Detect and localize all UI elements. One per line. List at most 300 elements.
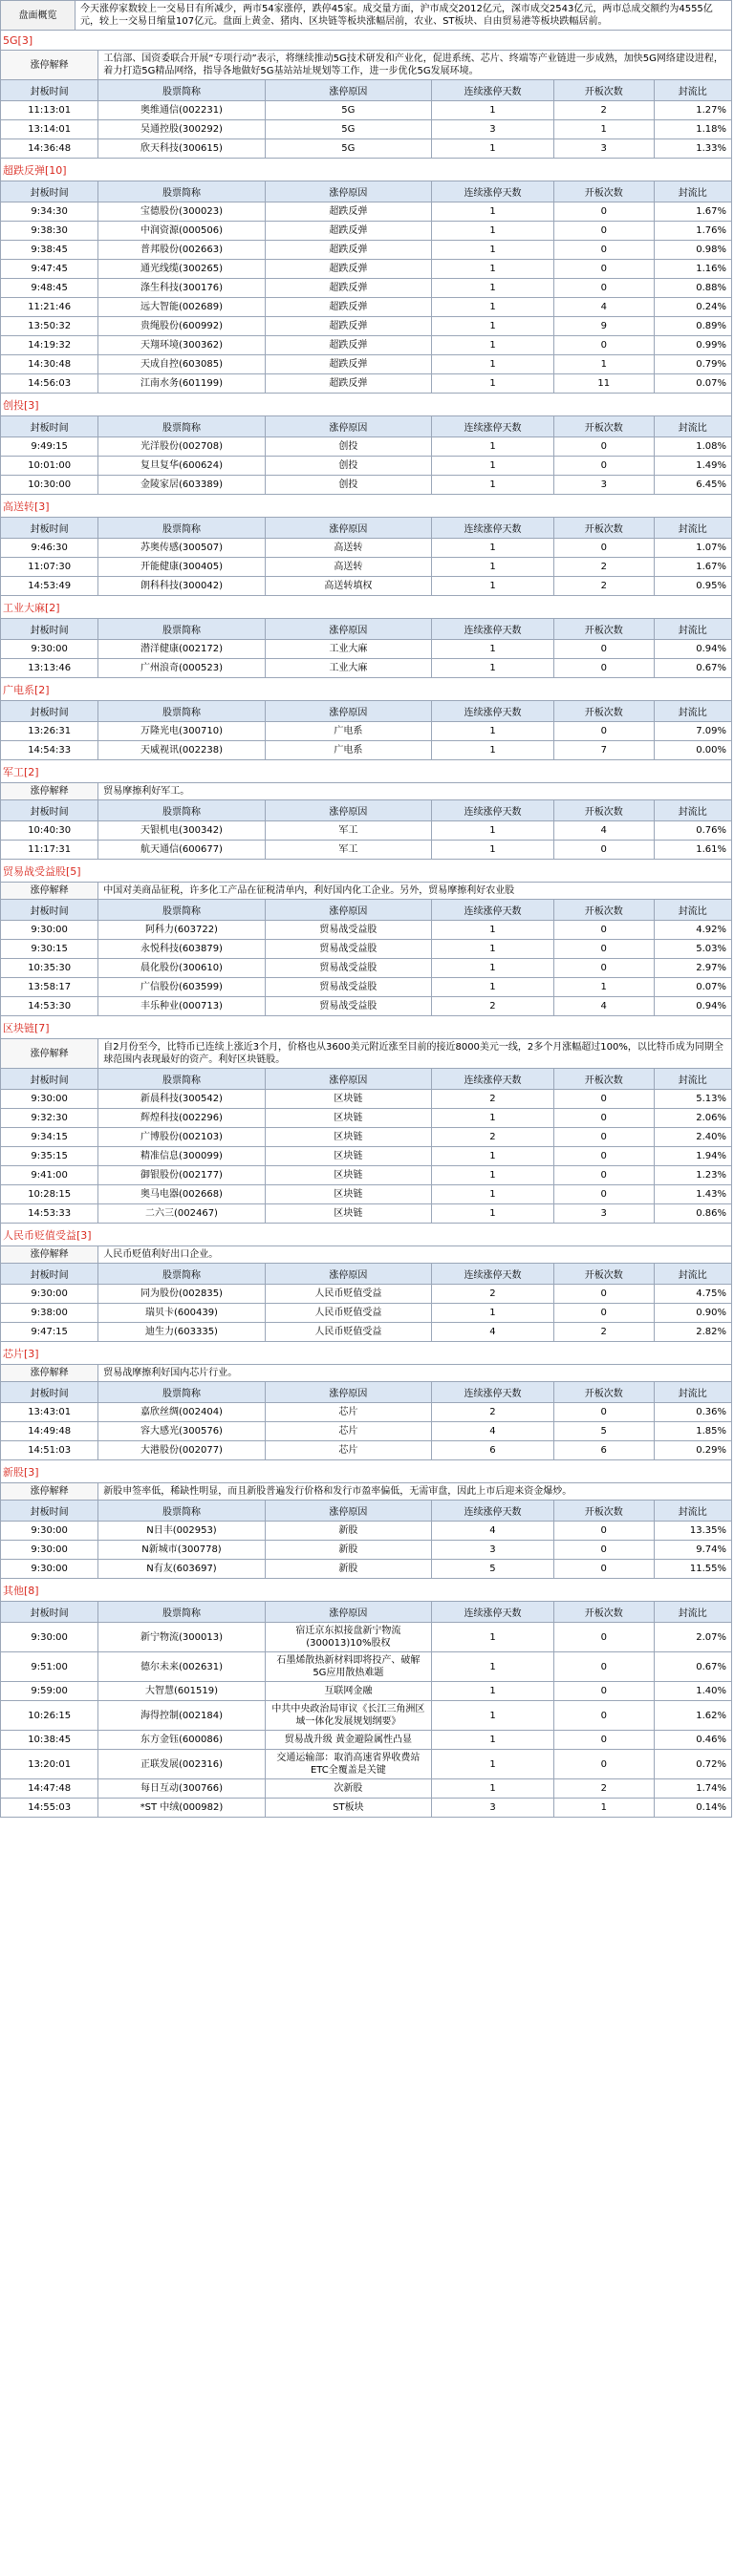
table-row [1, 722, 732, 741]
header-row [1, 518, 732, 539]
cell-name: 天威视讯(002238) [98, 741, 265, 760]
cell-name: 朗科科技(300042) [98, 577, 265, 596]
table-row [1, 1652, 732, 1682]
cell-days: 1 [432, 202, 554, 222]
cell-reason: 次新股 [265, 1779, 431, 1799]
cell-days: 1 [432, 1701, 554, 1731]
cell-opens: 9 [553, 317, 654, 336]
table-row [1, 1147, 732, 1166]
cell-days: 2 [432, 1403, 554, 1422]
table-row [1, 260, 732, 279]
cell-name: 迪生力(603335) [98, 1323, 265, 1342]
table-row [1, 1422, 732, 1441]
header-row [1, 1382, 732, 1403]
cell-reason: 区块链 [265, 1204, 431, 1224]
column-header-reason: 涨停原因 [265, 1602, 431, 1623]
cell-reason: 新股 [265, 1560, 431, 1579]
cell-ratio: 0.94% [654, 640, 731, 659]
cell-time: 14:53:33 [1, 1204, 98, 1224]
cell-ratio: 1.07% [654, 539, 731, 558]
cell-ratio: 1.49% [654, 457, 731, 476]
section-title: 区块链[7] [0, 1016, 732, 1038]
table-row [1, 1731, 732, 1750]
column-header-opens: 开板次数 [553, 181, 654, 202]
cell-opens: 0 [553, 1285, 654, 1304]
cell-ratio: 0.29% [654, 1441, 731, 1460]
table-row [1, 1779, 732, 1799]
cell-opens: 0 [553, 1522, 654, 1541]
cell-days: 1 [432, 260, 554, 279]
cell-time: 14:53:49 [1, 577, 98, 596]
cell-reason: 创投 [265, 437, 431, 457]
column-header-time: 封板时间 [1, 619, 98, 640]
cell-reason: 超跌反弹 [265, 317, 431, 336]
cell-reason: 芯片 [265, 1403, 431, 1422]
table-row [1, 120, 732, 139]
header-row [1, 701, 732, 722]
cell-days: 1 [432, 1652, 554, 1682]
column-header-name: 股票简称 [98, 1501, 265, 1522]
cell-opens: 0 [553, 1403, 654, 1422]
cell-time: 14:56:03 [1, 374, 98, 394]
table-row [1, 222, 732, 241]
cell-name: 天成自控(603085) [98, 355, 265, 374]
cell-opens: 0 [553, 437, 654, 457]
table-row [1, 997, 732, 1016]
cell-reason: 创投 [265, 457, 431, 476]
cell-ratio: 1.43% [654, 1185, 731, 1204]
column-header-reason: 涨停原因 [265, 900, 431, 921]
column-header-reason: 涨停原因 [265, 518, 431, 539]
cell-opens: 0 [553, 659, 654, 678]
cell-time: 9:48:45 [1, 279, 98, 298]
section-title: 其他[8] [0, 1579, 732, 1601]
column-header-time: 封板时间 [1, 701, 98, 722]
table-row [1, 1441, 732, 1460]
cell-reason: 军工 [265, 821, 431, 841]
cell-time: 9:32:30 [1, 1109, 98, 1128]
cell-reason: 工业大麻 [265, 659, 431, 678]
cell-time: 9:30:00 [1, 1541, 98, 1560]
cell-ratio: 0.07% [654, 374, 731, 394]
cell-name: 德尔未来(002631) [98, 1652, 265, 1682]
cell-time: 9:30:00 [1, 921, 98, 940]
cell-reason: 超跌反弹 [265, 241, 431, 260]
cell-name: 光洋股份(002708) [98, 437, 265, 457]
cell-days: 5 [432, 1560, 554, 1579]
cell-name: 大港股份(002077) [98, 1441, 265, 1460]
header-row [1, 900, 732, 921]
cell-opens: 0 [553, 921, 654, 940]
cell-opens: 0 [553, 1147, 654, 1166]
explain-row [1, 783, 732, 800]
cell-time: 11:21:46 [1, 298, 98, 317]
cell-ratio: 1.76% [654, 222, 731, 241]
cell-ratio: 0.90% [654, 1304, 731, 1323]
cell-reason: 区块链 [265, 1109, 431, 1128]
cell-opens: 1 [553, 1799, 654, 1818]
table-row [1, 1109, 732, 1128]
cell-reason: 超跌反弹 [265, 260, 431, 279]
cell-time: 9:30:00 [1, 1522, 98, 1541]
cell-opens: 4 [553, 298, 654, 317]
cell-reason: 贸易战受益股 [265, 921, 431, 940]
column-header-time: 封板时间 [1, 1382, 98, 1403]
cell-opens: 0 [553, 959, 654, 978]
table-row [1, 577, 732, 596]
cell-name: 宝德股份(300023) [98, 202, 265, 222]
explain-label: 涨停解释 [1, 1246, 98, 1264]
cell-days: 1 [432, 437, 554, 457]
cell-ratio: 0.86% [654, 1204, 731, 1224]
cell-opens: 2 [553, 558, 654, 577]
column-header-time: 封板时间 [1, 1501, 98, 1522]
cell-ratio: 11.55% [654, 1560, 731, 1579]
cell-time: 11:07:30 [1, 558, 98, 577]
cell-ratio: 0.99% [654, 336, 731, 355]
section-table [0, 1364, 732, 1460]
section-title: 军工[2] [0, 760, 732, 782]
cell-name: 御银股份(002177) [98, 1166, 265, 1185]
cell-opens: 1 [553, 120, 654, 139]
cell-opens: 0 [553, 1701, 654, 1731]
cell-name: 同为股份(002835) [98, 1285, 265, 1304]
cell-reason: 中共中央政治局审议《长江三角洲区域一体化发展规划纲要》 [265, 1701, 431, 1731]
cell-ratio: 1.62% [654, 1701, 731, 1731]
explain-row [1, 1039, 732, 1069]
section-table [0, 1482, 732, 1579]
cell-reason: 贸易战受益股 [265, 940, 431, 959]
cell-opens: 1 [553, 978, 654, 997]
column-header-days: 连续涨停天数 [432, 619, 554, 640]
table-row [1, 1750, 732, 1779]
cell-time: 14:54:33 [1, 741, 98, 760]
cell-ratio: 0.67% [654, 659, 731, 678]
table-row [1, 659, 732, 678]
column-header-ratio: 封流比 [654, 518, 731, 539]
table-row [1, 921, 732, 940]
explain-row [1, 1246, 732, 1264]
cell-days: 1 [432, 241, 554, 260]
column-header-days: 连续涨停天数 [432, 518, 554, 539]
cell-ratio: 2.82% [654, 1323, 731, 1342]
overview-text: 今天涨停家数较上一交易日有所减少，两市54家涨停，跌停45家。成交量方面，沪市成交2012亿元，深市成交2543亿元，两市总成交额约为4555亿元，较上一交易日缩量107亿元。盘面上黄金、猪肉、区块链等板块涨幅居前，农业、ST板块、自由贸易港等板块跌幅居前。 [76, 1, 732, 31]
cell-reason: 交通运输部：取消高速省界收费站 ETC全覆盖是关键 [265, 1750, 431, 1779]
cell-days: 1 [432, 101, 554, 120]
section-title: 创投[3] [0, 394, 732, 415]
cell-reason: 超跌反弹 [265, 202, 431, 222]
cell-ratio: 6.45% [654, 476, 731, 495]
cell-name: N新城市(300778) [98, 1541, 265, 1560]
cell-name: 吴通控股(300292) [98, 120, 265, 139]
column-header-days: 连续涨停天数 [432, 1264, 554, 1285]
cell-opens: 0 [553, 279, 654, 298]
column-header-name: 股票简称 [98, 1069, 265, 1090]
table-row [1, 298, 732, 317]
cell-days: 1 [432, 1623, 554, 1652]
cell-days: 4 [432, 1422, 554, 1441]
column-header-days: 连续涨停天数 [432, 1382, 554, 1403]
table-row [1, 640, 732, 659]
cell-name: 新晨科技(300542) [98, 1090, 265, 1109]
section-title: 超跌反弹[10] [0, 159, 732, 181]
cell-name: 容大感光(300576) [98, 1422, 265, 1441]
cell-name: 每日互动(300766) [98, 1779, 265, 1799]
cell-days: 1 [432, 1731, 554, 1750]
cell-days: 1 [432, 1204, 554, 1224]
cell-ratio: 2.06% [654, 1109, 731, 1128]
cell-days: 1 [432, 1185, 554, 1204]
table-row [1, 1541, 732, 1560]
cell-opens: 0 [553, 722, 654, 741]
cell-name: 通光线缆(300265) [98, 260, 265, 279]
cell-reason: 贸易战受益股 [265, 959, 431, 978]
cell-time: 9:34:15 [1, 1128, 98, 1147]
cell-reason: 高送转填权 [265, 577, 431, 596]
table-row [1, 374, 732, 394]
column-header-opens: 开板次数 [553, 416, 654, 437]
column-header-reason: 涨停原因 [265, 181, 431, 202]
cell-time: 9:41:00 [1, 1166, 98, 1185]
cell-ratio: 2.97% [654, 959, 731, 978]
cell-days: 4 [432, 1323, 554, 1342]
cell-opens: 3 [553, 1204, 654, 1224]
cell-ratio: 1.23% [654, 1166, 731, 1185]
column-header-ratio: 封流比 [654, 80, 731, 101]
cell-days: 1 [432, 841, 554, 860]
column-header-ratio: 封流比 [654, 800, 731, 821]
cell-opens: 7 [553, 741, 654, 760]
cell-opens: 0 [553, 1166, 654, 1185]
cell-opens: 6 [553, 1441, 654, 1460]
cell-opens: 0 [553, 1304, 654, 1323]
cell-reason: 超跌反弹 [265, 355, 431, 374]
section-table [0, 700, 732, 760]
cell-reason: 5G [265, 139, 431, 159]
section-table [0, 782, 732, 860]
cell-time: 9:30:15 [1, 940, 98, 959]
cell-reason: 人民币贬值受益 [265, 1323, 431, 1342]
cell-name: 精准信息(300099) [98, 1147, 265, 1166]
explain-label: 涨停解释 [1, 1365, 98, 1382]
cell-reason: 芯片 [265, 1422, 431, 1441]
cell-opens: 0 [553, 1682, 654, 1701]
cell-days: 3 [432, 1799, 554, 1818]
cell-reason: 高送转 [265, 558, 431, 577]
cell-reason: 广电系 [265, 722, 431, 741]
cell-reason: 区块链 [265, 1090, 431, 1109]
cell-days: 1 [432, 659, 554, 678]
cell-opens: 2 [553, 1323, 654, 1342]
cell-days: 2 [432, 1285, 554, 1304]
column-header-name: 股票简称 [98, 619, 265, 640]
cell-opens: 4 [553, 821, 654, 841]
table-row [1, 336, 732, 355]
header-row [1, 800, 732, 821]
column-header-days: 连续涨停天数 [432, 701, 554, 722]
column-header-reason: 涨停原因 [265, 80, 431, 101]
cell-ratio: 0.24% [654, 298, 731, 317]
section-table [0, 1601, 732, 1818]
cell-time: 13:43:01 [1, 1403, 98, 1422]
cell-reason: 芯片 [265, 1441, 431, 1460]
cell-ratio: 0.79% [654, 355, 731, 374]
table-row [1, 1522, 732, 1541]
cell-opens: 0 [553, 1623, 654, 1652]
section-title: 5G[3] [0, 31, 732, 50]
cell-name: 欣天科技(300615) [98, 139, 265, 159]
cell-reason: 贸易战受益股 [265, 997, 431, 1016]
section-title: 广电系[2] [0, 678, 732, 700]
header-row [1, 1069, 732, 1090]
cell-opens: 0 [553, 1750, 654, 1779]
cell-name: 普邦股份(002663) [98, 241, 265, 260]
cell-ratio: 0.95% [654, 577, 731, 596]
cell-ratio: 0.67% [654, 1652, 731, 1682]
column-header-reason: 涨停原因 [265, 619, 431, 640]
column-header-name: 股票简称 [98, 80, 265, 101]
cell-days: 1 [432, 1304, 554, 1323]
cell-time: 10:35:30 [1, 959, 98, 978]
cell-reason: 新股 [265, 1522, 431, 1541]
column-header-days: 连续涨停天数 [432, 80, 554, 101]
cell-ratio: 0.14% [654, 1799, 731, 1818]
cell-days: 1 [432, 1750, 554, 1779]
cell-ratio: 5.13% [654, 1090, 731, 1109]
cell-reason: 贸易战升级 黄金避险属性凸显 [265, 1731, 431, 1750]
column-header-days: 连续涨停天数 [432, 1069, 554, 1090]
column-header-days: 连续涨停天数 [432, 181, 554, 202]
cell-time: 9:30:00 [1, 1285, 98, 1304]
cell-reason: 超跌反弹 [265, 279, 431, 298]
cell-opens: 0 [553, 222, 654, 241]
table-row [1, 741, 732, 760]
explain-label: 涨停解释 [1, 1039, 98, 1069]
cell-ratio: 4.92% [654, 921, 731, 940]
cell-days: 1 [432, 279, 554, 298]
cell-time: 11:13:01 [1, 101, 98, 120]
column-header-opens: 开板次数 [553, 1069, 654, 1090]
header-row [1, 1264, 732, 1285]
explain-label: 涨停解释 [1, 1483, 98, 1501]
cell-time: 9:51:00 [1, 1652, 98, 1682]
cell-days: 1 [432, 1779, 554, 1799]
cell-name: 天翔环境(300362) [98, 336, 265, 355]
cell-name: 涤生科技(300176) [98, 279, 265, 298]
cell-name: 永悦科技(603879) [98, 940, 265, 959]
cell-opens: 0 [553, 841, 654, 860]
cell-ratio: 9.74% [654, 1541, 731, 1560]
cell-ratio: 0.89% [654, 317, 731, 336]
cell-time: 9:30:00 [1, 1090, 98, 1109]
cell-time: 10:30:00 [1, 476, 98, 495]
column-header-days: 连续涨停天数 [432, 1501, 554, 1522]
cell-opens: 0 [553, 1090, 654, 1109]
cell-days: 3 [432, 1541, 554, 1560]
column-header-name: 股票简称 [98, 701, 265, 722]
cell-time: 9:34:30 [1, 202, 98, 222]
column-header-ratio: 封流比 [654, 1069, 731, 1090]
cell-name: 新宁物流(300013) [98, 1623, 265, 1652]
cell-ratio: 1.08% [654, 437, 731, 457]
cell-reason: 高送转 [265, 539, 431, 558]
table-row [1, 1323, 732, 1342]
cell-days: 1 [432, 577, 554, 596]
cell-days: 2 [432, 997, 554, 1016]
table-row [1, 139, 732, 159]
cell-reason: 超跌反弹 [265, 336, 431, 355]
cell-time: 14:51:03 [1, 1441, 98, 1460]
cell-opens: 4 [553, 997, 654, 1016]
table-row [1, 241, 732, 260]
cell-days: 3 [432, 120, 554, 139]
column-header-reason: 涨停原因 [265, 1069, 431, 1090]
cell-reason: 超跌反弹 [265, 298, 431, 317]
cell-name: 复旦复华(600624) [98, 457, 265, 476]
cell-time: 14:53:30 [1, 997, 98, 1016]
cell-opens: 0 [553, 1560, 654, 1579]
cell-reason: 区块链 [265, 1166, 431, 1185]
table-row [1, 437, 732, 457]
column-header-days: 连续涨停天数 [432, 416, 554, 437]
cell-opens: 0 [553, 1109, 654, 1128]
section-table [0, 1038, 732, 1224]
cell-time: 9:47:15 [1, 1323, 98, 1342]
section-table [0, 882, 732, 1016]
section-title: 工业大麻[2] [0, 596, 732, 618]
explain-row [1, 51, 732, 80]
cell-name: N日丰(002953) [98, 1522, 265, 1541]
cell-time: 13:14:01 [1, 120, 98, 139]
cell-name: *ST 中绒(000982) [98, 1799, 265, 1818]
cell-ratio: 1.27% [654, 101, 731, 120]
cell-reason: 人民币贬值受益 [265, 1285, 431, 1304]
explain-row [1, 1483, 732, 1501]
column-header-opens: 开板次数 [553, 1602, 654, 1623]
section-title: 人民币贬值受益[3] [0, 1224, 732, 1245]
column-header-name: 股票简称 [98, 1264, 265, 1285]
section-title: 芯片[3] [0, 1342, 732, 1364]
cell-days: 2 [432, 1128, 554, 1147]
overview-label: 盘面概览 [1, 1, 76, 31]
cell-opens: 2 [553, 1779, 654, 1799]
cell-ratio: 1.94% [654, 1147, 731, 1166]
column-header-time: 封板时间 [1, 181, 98, 202]
cell-name: 贵绳股份(600992) [98, 317, 265, 336]
cell-name: 中润资源(000506) [98, 222, 265, 241]
cell-ratio: 1.33% [654, 139, 731, 159]
cell-ratio: 1.67% [654, 202, 731, 222]
cell-ratio: 5.03% [654, 940, 731, 959]
cell-name: 航天通信(600677) [98, 841, 265, 860]
cell-days: 1 [432, 1109, 554, 1128]
cell-time: 13:20:01 [1, 1750, 98, 1779]
table-row [1, 1128, 732, 1147]
cell-time: 9:30:00 [1, 640, 98, 659]
cell-days: 1 [432, 640, 554, 659]
cell-reason: 创投 [265, 476, 431, 495]
cell-opens: 0 [553, 1541, 654, 1560]
cell-time: 13:26:31 [1, 722, 98, 741]
table-row [1, 317, 732, 336]
cell-reason: ST板块 [265, 1799, 431, 1818]
column-header-opens: 开板次数 [553, 619, 654, 640]
cell-name: 江南水务(601199) [98, 374, 265, 394]
column-header-reason: 涨停原因 [265, 800, 431, 821]
column-header-ratio: 封流比 [654, 181, 731, 202]
cell-ratio: 1.18% [654, 120, 731, 139]
section-table [0, 1245, 732, 1342]
